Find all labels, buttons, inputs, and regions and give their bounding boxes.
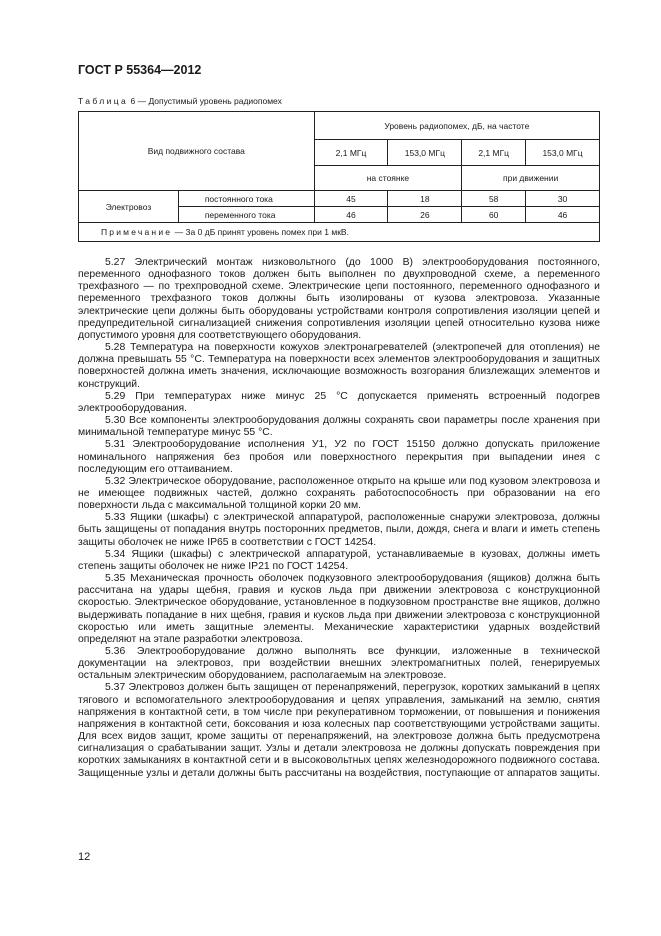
paragraph: 5.29 При температурах ниже минус 25 °С допускается применять встроенный подогрев электрооборудования. — [78, 390, 600, 414]
header-freq: 153,0 МГц — [526, 140, 600, 166]
cell-value: 26 — [388, 207, 462, 223]
cell-value: 46 — [526, 207, 600, 223]
cell-vehicle: Электровоз — [79, 191, 179, 223]
cell-value: 45 — [314, 191, 388, 207]
table-row — [79, 191, 600, 207]
page-number: 12 — [78, 851, 91, 863]
table-caption — [78, 96, 282, 106]
cell-value: 60 — [462, 207, 526, 223]
header-stationary: на стоянке — [314, 166, 462, 191]
table-note — [79, 223, 600, 242]
paragraph: 5.34 Ящики (шкафы) с электрической аппаратурой, устанавливаемые в кузовах, должны иметь степень защиты оболочек не ниже IP21 по ГОСТ 14254. — [78, 548, 600, 572]
body-text — [78, 257, 600, 780]
header-vehicle-type: Вид подвижного состава — [79, 112, 315, 191]
header-freq: 2,1 МГц — [462, 140, 526, 166]
header-freq: 2,1 МГц — [314, 140, 388, 166]
cell-current-type: переменного тока — [178, 207, 314, 223]
cell-current-type: постоянного тока — [178, 191, 314, 207]
document-header: ГОСТ Р 55364—2012 — [78, 63, 202, 77]
header-radio-level: Уровень радиопомех, дБ, на частоте — [314, 112, 599, 140]
radio-interference-table — [78, 111, 600, 242]
cell-value: 58 — [462, 191, 526, 207]
paragraph: 5.31 Электрооборудование исполнения У1, У2 по ГОСТ 15150 должно допускать приложение номинального напряжения без пробоя или поверхностного перекрытия при выпадении инея с последующим его оттаиванием. — [78, 439, 600, 475]
paragraph: 5.37 Электровоз должен быть защищен от перенапряжений, перегрузок, коротких замыканий в цепях тягового и вспомогательного электрооборудования и цепях управления, замыканий на землю, снятия напряжения в контактной сети, в том числе при рекуперативном торможении, от повышения и понижения напряжения в контактной сети, боксования и юза колесных пар соответствующими устройствами защиты. Для всех видов защит, кроме защиты от перенапряжений, на электровозе должна быть предусмотрена сигнализация о срабатывании защит. Узлы и детали электровоза не должны допускать повреждения при коротких замыканиях в контактной сети и в высоковольтных цепях железнодорожного подвижного состава. Защищенные узлы и детали должны быть рассчитаны на воздействия, поступающие от аппаратов защиты. — [78, 682, 601, 779]
table-caption-word: Таблица — [78, 96, 129, 106]
paragraph: 5.30 Все компоненты электрооборудования должны сохранять свои параметры после хранения при минимальной температуре минус 55 °С. — [78, 415, 600, 439]
header-freq: 153,0 МГц — [388, 140, 462, 166]
paragraph: 5.32 Электрическое оборудование, расположенное открыто на крыше или под кузовом электровоза и не имеющее подвижных частей, должно сохранять работоспособность при образовании на его поверхности льда с максимальной толщиной корки 20 мм. — [78, 475, 600, 512]
table-note-text: — За 0 дБ принят уровень помех при 1 мкВ. — [172, 227, 349, 237]
table-caption-text: 6 — Допустимый уровень радиопомех — [128, 96, 282, 106]
paragraph: 5.28 Температура на поверхности кожухов электронагревателей (электропечей для отопления) не должна превышать 55 °С. Температура на поверхности всех элементов электрооборудования и защитных поверхностей должна иметь значения, исключающие возможность возгорания близлежащих элементов и конструкций. — [78, 342, 600, 390]
cell-value: 18 — [388, 191, 462, 207]
paragraph: 5.27 Электрический монтаж низковольтного (до 1000 В) электрооборудования постоянного, переменного однофазного токов должен быть выполнен по двухпроводной схеме, а переменного трехфазного — по трехпроводной схеме. Электрические цепи постоянного, переменного однофазного и переменного трехфазного токов должны быть изолированы от кузова электровоза. Указанные электрические цепи должны быть оборудованы устройствами контроля сопротивления изоляции цепей и предупредительной сигнализацией снижения сопротивления изоляции цепей относительно кузова ниже допустимого уровня для соответствующего оборудования. — [78, 257, 600, 341]
cell-value: 30 — [526, 191, 600, 207]
paragraph: 5.33 Ящики (шкафы) с электрической аппаратурой, расположенные снаружи электровоза, должны быть защищены от попадания внутрь посторонних предметов, пыли, дождя, снега и влаги и иметь степень защиты оболочек не ниже IP65 в соответствии с ГОСТ 14254. — [78, 512, 600, 548]
table-note-word: Примечание — [101, 227, 173, 237]
header-moving: при движении — [462, 166, 600, 191]
paragraph: 5.35 Механическая прочность оболочек подкузовного электрооборудования (ящиков) должна быть рассчитана на удары щебня, гравия и кусков льда при движении электровоза с конструкционной скоростью. Электрическое оборудование, установленное в подкузовном пространстве вне ящиков, должно выдерживать попадание в них щебня, гравия и кусков льда при движении электровоза с конструкционной скоростью или иметь защитные элементы. Механические характеристики ударных воздействий определяют на этапе разработки электровоза. — [78, 573, 600, 645]
paragraph: 5.36 Электрооборудование должно выполнять все функции, изложенные в технической документации на электровоз, при воздействии внешних электромагнитных полей, генерируемых остальным электрическим оборудованием, располагаемым на электровозе. — [78, 646, 600, 682]
cell-value: 46 — [314, 207, 388, 223]
